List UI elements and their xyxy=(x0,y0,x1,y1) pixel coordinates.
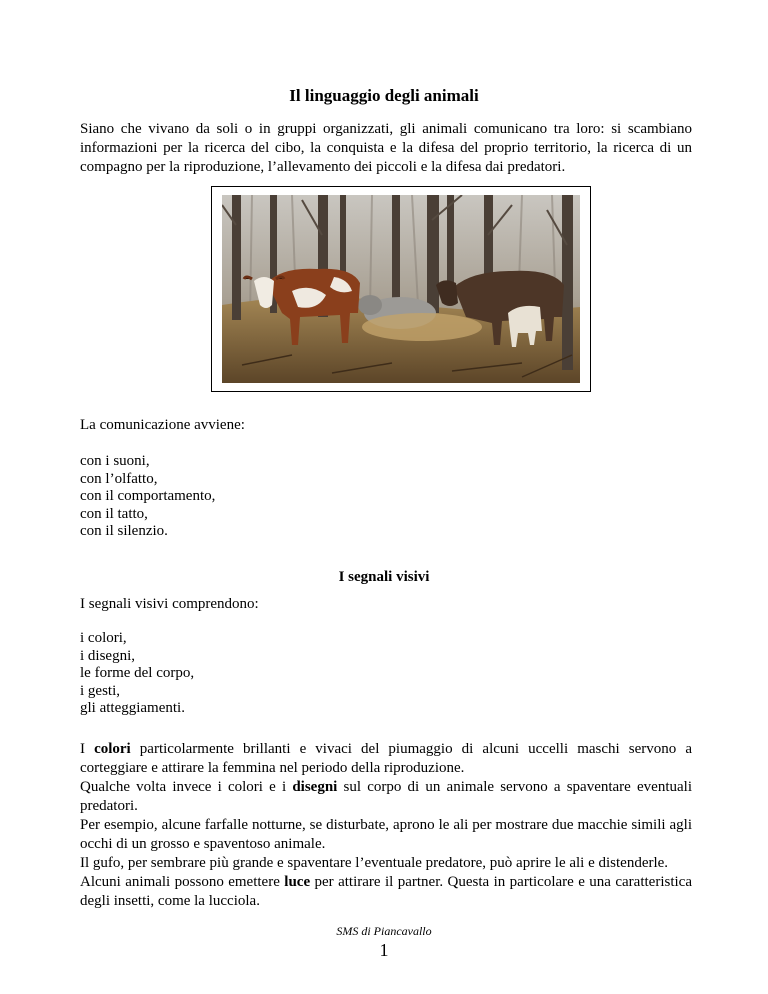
footer-label: SMS di Piancavallo xyxy=(336,924,432,938)
text-span: particolarmente brillanti e vivaci del piumaggio di alcuni uccelli maschi servono a corteggiare e attirare la femmina nel periodo della riproduzione. xyxy=(80,741,692,776)
photo-frame xyxy=(211,186,591,392)
page-number: 1 xyxy=(379,940,389,960)
list-item: con i suoni, xyxy=(80,453,150,469)
list-item: con l’olfatto, xyxy=(80,470,158,487)
cows-in-forest-photo xyxy=(222,195,580,383)
bold-keyword: disegni xyxy=(292,779,338,795)
intro-paragraph: Siano che vivano da soli o in gruppi organizzati, gli animali comunicano tra loro: si scambiano informazioni per la ricerca del cibo, la conquista e la difesa del proprio territorio, la ricerca di un compagno per la riproduzione, l’allevamento dei piccoli e la difesa dai predatori. xyxy=(80,121,692,175)
bold-keyword: luce xyxy=(284,874,311,890)
visual-intro: I segnali visivi comprendono: xyxy=(80,596,259,612)
visual-list xyxy=(80,630,194,718)
list-item: con il silenzio. xyxy=(80,523,168,539)
paragraph-light xyxy=(80,873,692,911)
paragraph-designs xyxy=(80,778,692,816)
communication-list xyxy=(80,453,215,541)
page-title: Il linguaggio degli animali xyxy=(289,86,479,105)
body-text xyxy=(80,740,692,911)
list-item: i colori, xyxy=(80,630,127,646)
text-span: Alcuni animali possono emettere xyxy=(80,874,285,890)
text-span: Qualche volta invece i colori e i xyxy=(80,779,293,795)
paragraph-moths: Per esempio, alcune farfalle notturne, se disturbate, aprono le ali per mostrare due macchie simili agli occhi di un grosso e spaventoso animale. xyxy=(80,817,692,852)
bold-keyword: colori xyxy=(94,741,131,757)
list-item: i disegni, xyxy=(80,647,135,664)
list-item: le forme del corpo, xyxy=(80,665,195,681)
list-item: i gesti, xyxy=(80,682,120,699)
text-span: I xyxy=(80,741,95,757)
paragraph-colors xyxy=(80,740,692,778)
communication-intro: La comunicazione avviene: xyxy=(80,417,245,433)
list-item: gli atteggiamenti. xyxy=(80,700,185,716)
text-span: per attirare il partner. Questa in particolare e una caratteristica degli insetti, come la lucciola. xyxy=(80,874,692,909)
section-heading: I segnali visivi xyxy=(338,569,430,585)
list-item: con il comportamento, xyxy=(80,488,216,504)
text-span: sul corpo di un animale servono a spaventare eventuali predatori. xyxy=(80,779,692,814)
paragraph-owl: Il gufo, per sembrare più grande e spaventare l’eventuale predatore, può aprire le ali e distenderle. xyxy=(80,855,669,871)
list-item: con il tatto, xyxy=(80,505,148,522)
